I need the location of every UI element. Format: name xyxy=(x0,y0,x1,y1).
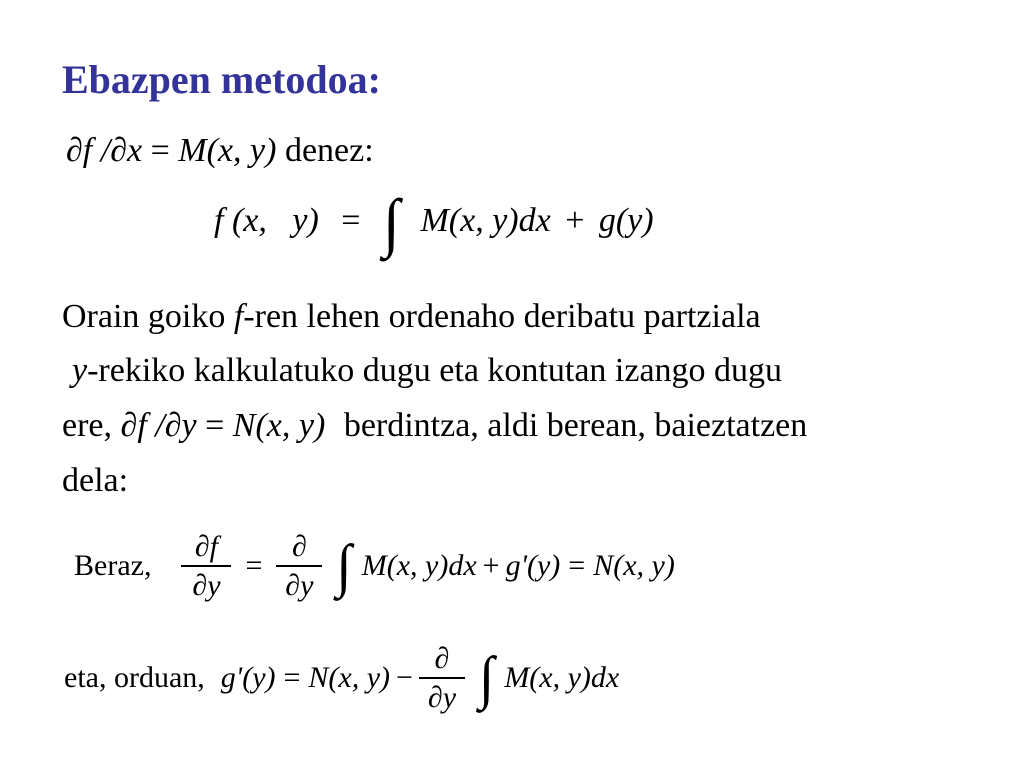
equation-beraz xyxy=(74,530,675,602)
fraction-bar xyxy=(276,565,322,567)
paragraph-line-4: dela: xyxy=(62,462,129,499)
minus-sign: − xyxy=(396,661,413,694)
m-function: M(x, y) xyxy=(178,132,277,169)
equals-sign: = xyxy=(283,661,301,694)
equals-sign: = xyxy=(205,407,225,444)
plus-sign: + xyxy=(565,202,585,239)
partial-condition-line xyxy=(66,132,374,170)
denominator: ∂y xyxy=(192,569,221,602)
integrand: M(x, y)dx xyxy=(361,549,477,582)
plus-sign: + xyxy=(482,549,500,582)
equals-sign: = xyxy=(150,132,170,169)
fraction-df-dy xyxy=(181,530,231,602)
text: -ren lehen ordenaho deribatu partziala xyxy=(243,298,761,335)
g-prime: g'(y) xyxy=(505,549,561,582)
integral-sign: ∫ xyxy=(382,187,400,259)
fraction-bar xyxy=(419,677,465,679)
beraz-label: Beraz, xyxy=(74,549,152,582)
n-function: N(x, y) xyxy=(232,407,326,444)
orduan-label: eta, orduan, xyxy=(64,661,205,694)
text: ere, xyxy=(62,407,113,444)
n-function: N(x, y) xyxy=(308,661,391,694)
n-function: N(x, y) xyxy=(593,549,675,582)
paragraph-line-2 xyxy=(72,352,782,390)
denominator: ∂y xyxy=(427,681,457,714)
partial-f-x: ∂f /∂x xyxy=(66,132,143,169)
text: Orain goiko xyxy=(62,298,234,335)
fraction-d-dy xyxy=(276,530,322,602)
fraction-bar xyxy=(181,565,231,567)
integrand: M(x, y)dx xyxy=(420,202,551,239)
numerator: ∂ xyxy=(434,642,450,675)
integral-sign: ∫ xyxy=(478,645,495,711)
y-variable: y xyxy=(72,352,88,389)
text: -rekiko kalkulatuko dugu eta kontutan izango dugu xyxy=(87,352,783,389)
numerator: ∂f xyxy=(194,530,219,563)
equals-sign: = xyxy=(568,549,586,582)
fraction-d-dy xyxy=(419,642,465,714)
integrand: M(x, y)dx xyxy=(504,661,620,694)
equation-orduan xyxy=(64,642,619,714)
paragraph-line-1 xyxy=(62,298,761,336)
equation-f-integral xyxy=(214,187,654,259)
denez-text: denez: xyxy=(284,132,374,169)
denominator: ∂y xyxy=(285,569,314,602)
slide-title: Ebazpen metodoa: xyxy=(62,57,381,102)
f-variable: f xyxy=(233,298,244,335)
g-prime: g'(y) xyxy=(220,661,276,694)
paragraph-line-3 xyxy=(62,407,807,445)
equals-sign: = xyxy=(341,202,361,239)
partial-f-y: ∂f /∂y xyxy=(120,407,197,444)
f-of-xy: f (x, y) xyxy=(214,202,319,239)
equals-sign: = xyxy=(245,549,263,582)
text: berdintza, aldi berean, baieztatzen xyxy=(343,407,808,444)
integral-sign: ∫ xyxy=(336,533,352,599)
g-of-y: g(y) xyxy=(598,202,654,239)
numerator: ∂ xyxy=(291,530,307,563)
